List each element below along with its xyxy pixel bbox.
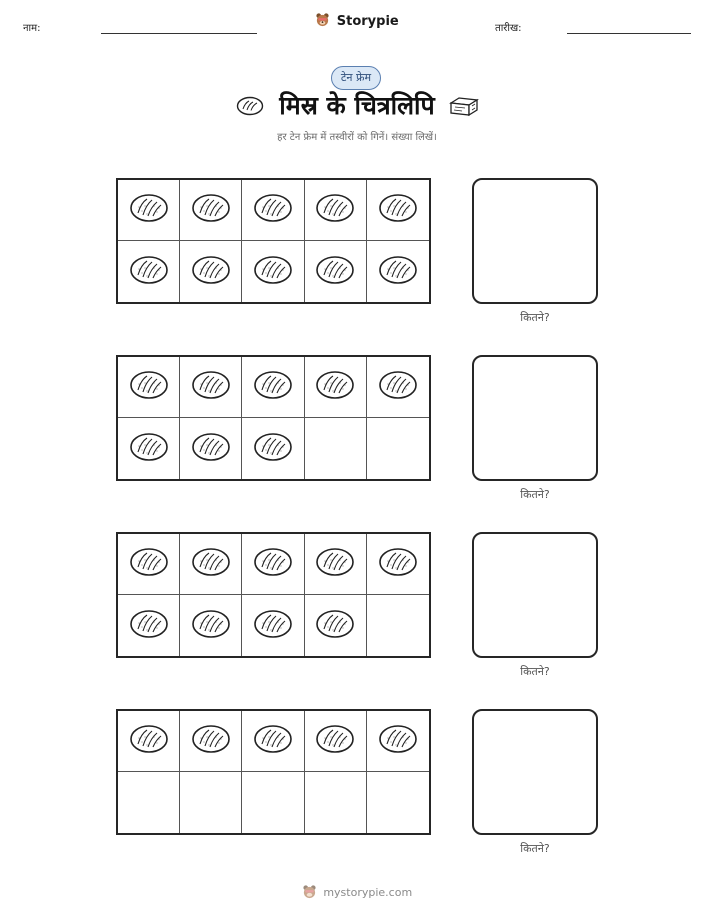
bread-loaf-icon <box>191 723 231 759</box>
frame-cell <box>242 180 304 241</box>
bread-loaf-icon <box>253 608 293 644</box>
bread-loaf-icon <box>315 608 355 644</box>
frame-cell <box>242 357 304 418</box>
frame-cell <box>242 418 304 479</box>
bread-loaf-icon <box>378 546 418 582</box>
frame-cell <box>242 241 304 302</box>
frame-cell <box>118 711 180 772</box>
worksheet-tag: टेन फ्रेम <box>331 66 381 90</box>
bread-loaf-icon <box>315 723 355 759</box>
frame-cell <box>118 180 180 241</box>
bread-loaf-icon <box>129 192 169 228</box>
bread-loaf-icon <box>191 608 231 644</box>
frame-cell <box>305 711 367 772</box>
bread-loaf-icon <box>315 254 355 290</box>
name-line[interactable] <box>101 33 257 34</box>
date-label: तारीख: <box>495 23 522 34</box>
bread-loaf-icon <box>191 369 231 405</box>
frame-cell <box>118 357 180 418</box>
page-title: मिस्र के चित्रलिपि <box>279 91 435 120</box>
brand <box>0 12 714 31</box>
bread-loaf-icon <box>129 431 169 467</box>
frame-cell <box>305 534 367 595</box>
frame-cell <box>367 357 429 418</box>
frame-cell <box>367 595 429 656</box>
frame-cell <box>367 711 429 772</box>
frame-cell <box>180 595 242 656</box>
frame-cell <box>367 772 429 833</box>
frame-cell <box>180 357 242 418</box>
bread-loaf-icon <box>191 546 231 582</box>
frame-cell <box>367 241 429 302</box>
ten-frame-1 <box>116 178 431 304</box>
bread-loaf-icon <box>378 723 418 759</box>
frame-cell <box>242 534 304 595</box>
frame-cell <box>180 180 242 241</box>
bread-loaf-icon <box>191 254 231 290</box>
bread-loaf-icon <box>129 546 169 582</box>
frame-cell <box>367 418 429 479</box>
frame-cell <box>367 534 429 595</box>
frame-cell <box>367 180 429 241</box>
frame-cell <box>242 772 304 833</box>
frame-cell <box>180 241 242 302</box>
answer-prompt-4: कितने? <box>520 842 550 855</box>
frame-cell <box>118 595 180 656</box>
bread-loaf-icon <box>253 254 293 290</box>
bread-loaf-icon <box>191 431 231 467</box>
frame-cell <box>180 711 242 772</box>
frame-cell <box>118 534 180 595</box>
answer-box-1[interactable] <box>472 178 598 304</box>
bread-loaf-icon <box>129 369 169 405</box>
brand-name: Storypie <box>336 14 399 29</box>
frame-cell <box>305 418 367 479</box>
storypie-logo-icon <box>315 12 330 31</box>
frame-cell <box>305 180 367 241</box>
frame-cell <box>305 357 367 418</box>
stone-block-icon <box>448 94 480 122</box>
frame-cell <box>242 595 304 656</box>
bread-loaf-icon <box>378 254 418 290</box>
frame-cell <box>118 241 180 302</box>
name-label: नाम: <box>23 23 41 34</box>
date-line[interactable] <box>567 33 691 34</box>
footer <box>0 884 714 902</box>
bread-loaf-icon <box>253 546 293 582</box>
bread-loaf-icon <box>129 608 169 644</box>
bread-loaf-icon <box>315 369 355 405</box>
answer-box-4[interactable] <box>472 709 598 835</box>
frame-cell <box>180 418 242 479</box>
bread-loaf-icon <box>129 254 169 290</box>
bread-loaf-icon <box>378 369 418 405</box>
frame-cell <box>305 595 367 656</box>
answer-box-3[interactable] <box>472 532 598 658</box>
bread-loaf-icon <box>191 192 231 228</box>
instructions: हर टेन फ्रेम में तस्वीरों को गिनें। संख्या लिखें। <box>277 132 437 143</box>
footer-url: mystorypie.com <box>323 886 413 899</box>
bread-loaf-icon <box>129 723 169 759</box>
bread-loaf-icon <box>378 192 418 228</box>
answer-box-2[interactable] <box>472 355 598 481</box>
ten-frame-4 <box>116 709 431 835</box>
bread-loaf-icon <box>253 723 293 759</box>
storypie-logo-icon <box>302 884 317 902</box>
answer-prompt-2: कितने? <box>520 488 550 501</box>
bread-loaf-icon <box>253 192 293 228</box>
bread-loaf-icon <box>253 431 293 467</box>
answer-prompt-1: कितने? <box>520 311 550 324</box>
frame-cell <box>305 772 367 833</box>
ten-frame-2 <box>116 355 431 481</box>
bread-loaf-icon <box>253 369 293 405</box>
frame-cell <box>305 241 367 302</box>
bread-loaf-icon <box>315 546 355 582</box>
ten-frame-3 <box>116 532 431 658</box>
frame-cell <box>180 534 242 595</box>
frame-cell <box>180 772 242 833</box>
frame-cell <box>118 772 180 833</box>
bread-loaf-icon <box>315 192 355 228</box>
frame-cell <box>118 418 180 479</box>
frame-cell <box>242 711 304 772</box>
answer-prompt-3: कितने? <box>520 665 550 678</box>
